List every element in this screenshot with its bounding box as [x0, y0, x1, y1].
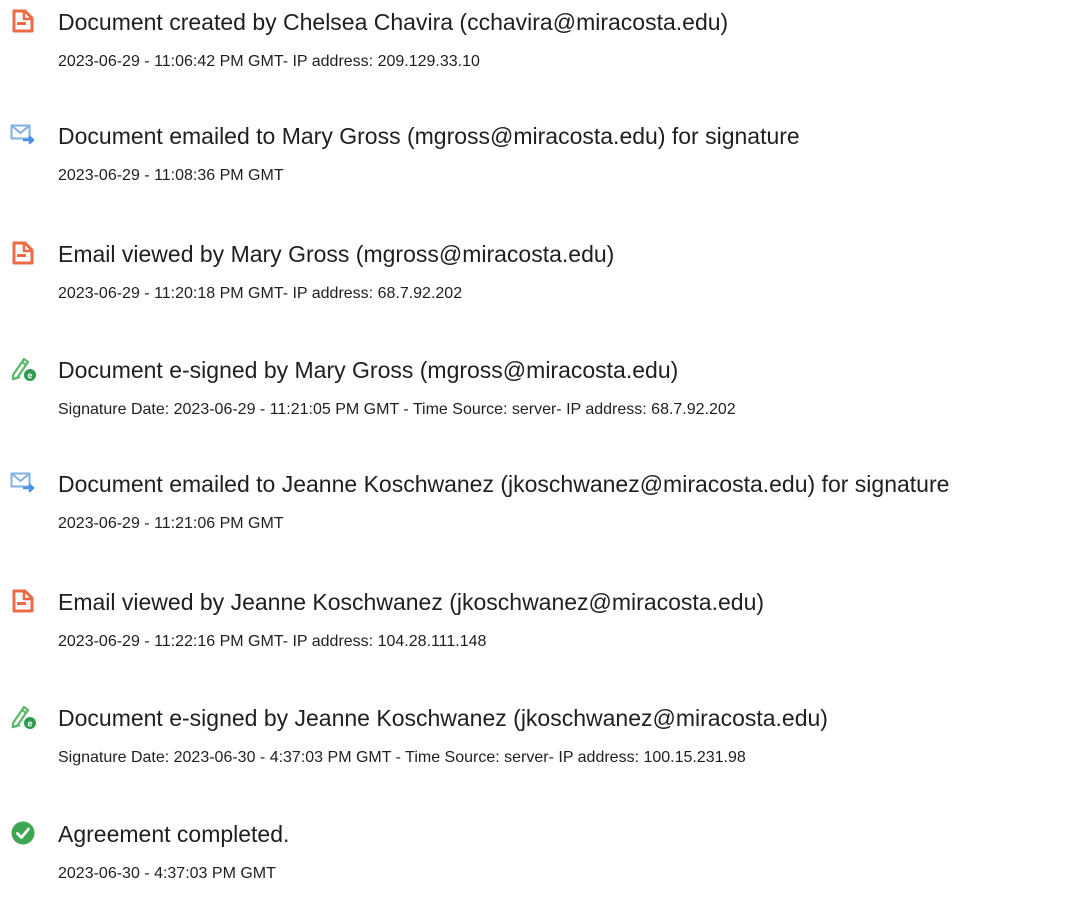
- event-timestamp: Signature Date: 2023-06-29 - 11:21:05 PM GMT - Time Source: server- IP address: 68.7.92.202: [58, 401, 736, 418]
- event-timestamp: 2023-06-29 - 11:06:42 PM GMT- IP address: 209.129.33.10: [58, 53, 480, 70]
- event-timestamp: Signature Date: 2023-06-30 - 4:37:03 PM GMT - Time Source: server- IP address: 100.15.231.98: [58, 749, 746, 766]
- e-sign-icon: [10, 704, 36, 730]
- audit-event-email-viewed: [0, 240, 1090, 320]
- email-sent-icon: [10, 122, 36, 148]
- event-timestamp: 2023-06-29 - 11:20:18 PM GMT- IP address: 68.7.92.202: [58, 285, 463, 302]
- audit-event-document-e-signed: [0, 356, 1090, 436]
- event-title: Agreement completed.: [58, 821, 290, 847]
- event-timestamp: 2023-06-29 - 11:22:16 PM GMT- IP address: 104.28.111.148: [58, 633, 487, 650]
- event-title: Email viewed by Jeanne Koschwanez (jkoschwanez@miracosta.edu): [58, 589, 765, 615]
- event-title: Document e-signed by Jeanne Koschwanez (jkoschwanez@miracosta.edu): [58, 705, 828, 731]
- audit-event-document-emailed: [0, 122, 1090, 202]
- audit-event-document-e-signed: [0, 704, 1090, 784]
- audit-event-agreement-completed: [0, 820, 1090, 900]
- audit-event-document-emailed: [0, 470, 1090, 550]
- email-viewed-icon: [10, 588, 36, 614]
- event-title: Document emailed to Jeanne Koschwanez (jkoschwanez@miracosta.edu) for signature: [58, 471, 950, 497]
- event-timestamp: 2023-06-29 - 11:08:36 PM GMT: [58, 167, 284, 184]
- event-title: Document e-signed by Mary Gross (mgross@miracosta.edu): [58, 357, 679, 383]
- agreement-completed-icon: [10, 820, 36, 846]
- audit-event-email-viewed: [0, 588, 1090, 668]
- event-title: Document created by Chelsea Chavira (cchavira@miracosta.edu): [58, 9, 729, 35]
- event-timestamp: 2023-06-30 - 4:37:03 PM GMT: [58, 865, 276, 882]
- email-viewed-icon: [10, 240, 36, 266]
- event-timestamp: 2023-06-29 - 11:21:06 PM GMT: [58, 515, 284, 532]
- document-created-icon: [10, 8, 36, 34]
- audit-event-document-created: [0, 8, 1090, 88]
- email-sent-icon: [10, 470, 36, 496]
- event-title: Email viewed by Mary Gross (mgross@miracosta.edu): [58, 241, 615, 267]
- svg-text:e: e: [27, 370, 33, 381]
- svg-text:e: e: [27, 718, 33, 729]
- e-sign-icon: [10, 356, 36, 382]
- event-title: Document emailed to Mary Gross (mgross@miracosta.edu) for signature: [58, 123, 800, 149]
